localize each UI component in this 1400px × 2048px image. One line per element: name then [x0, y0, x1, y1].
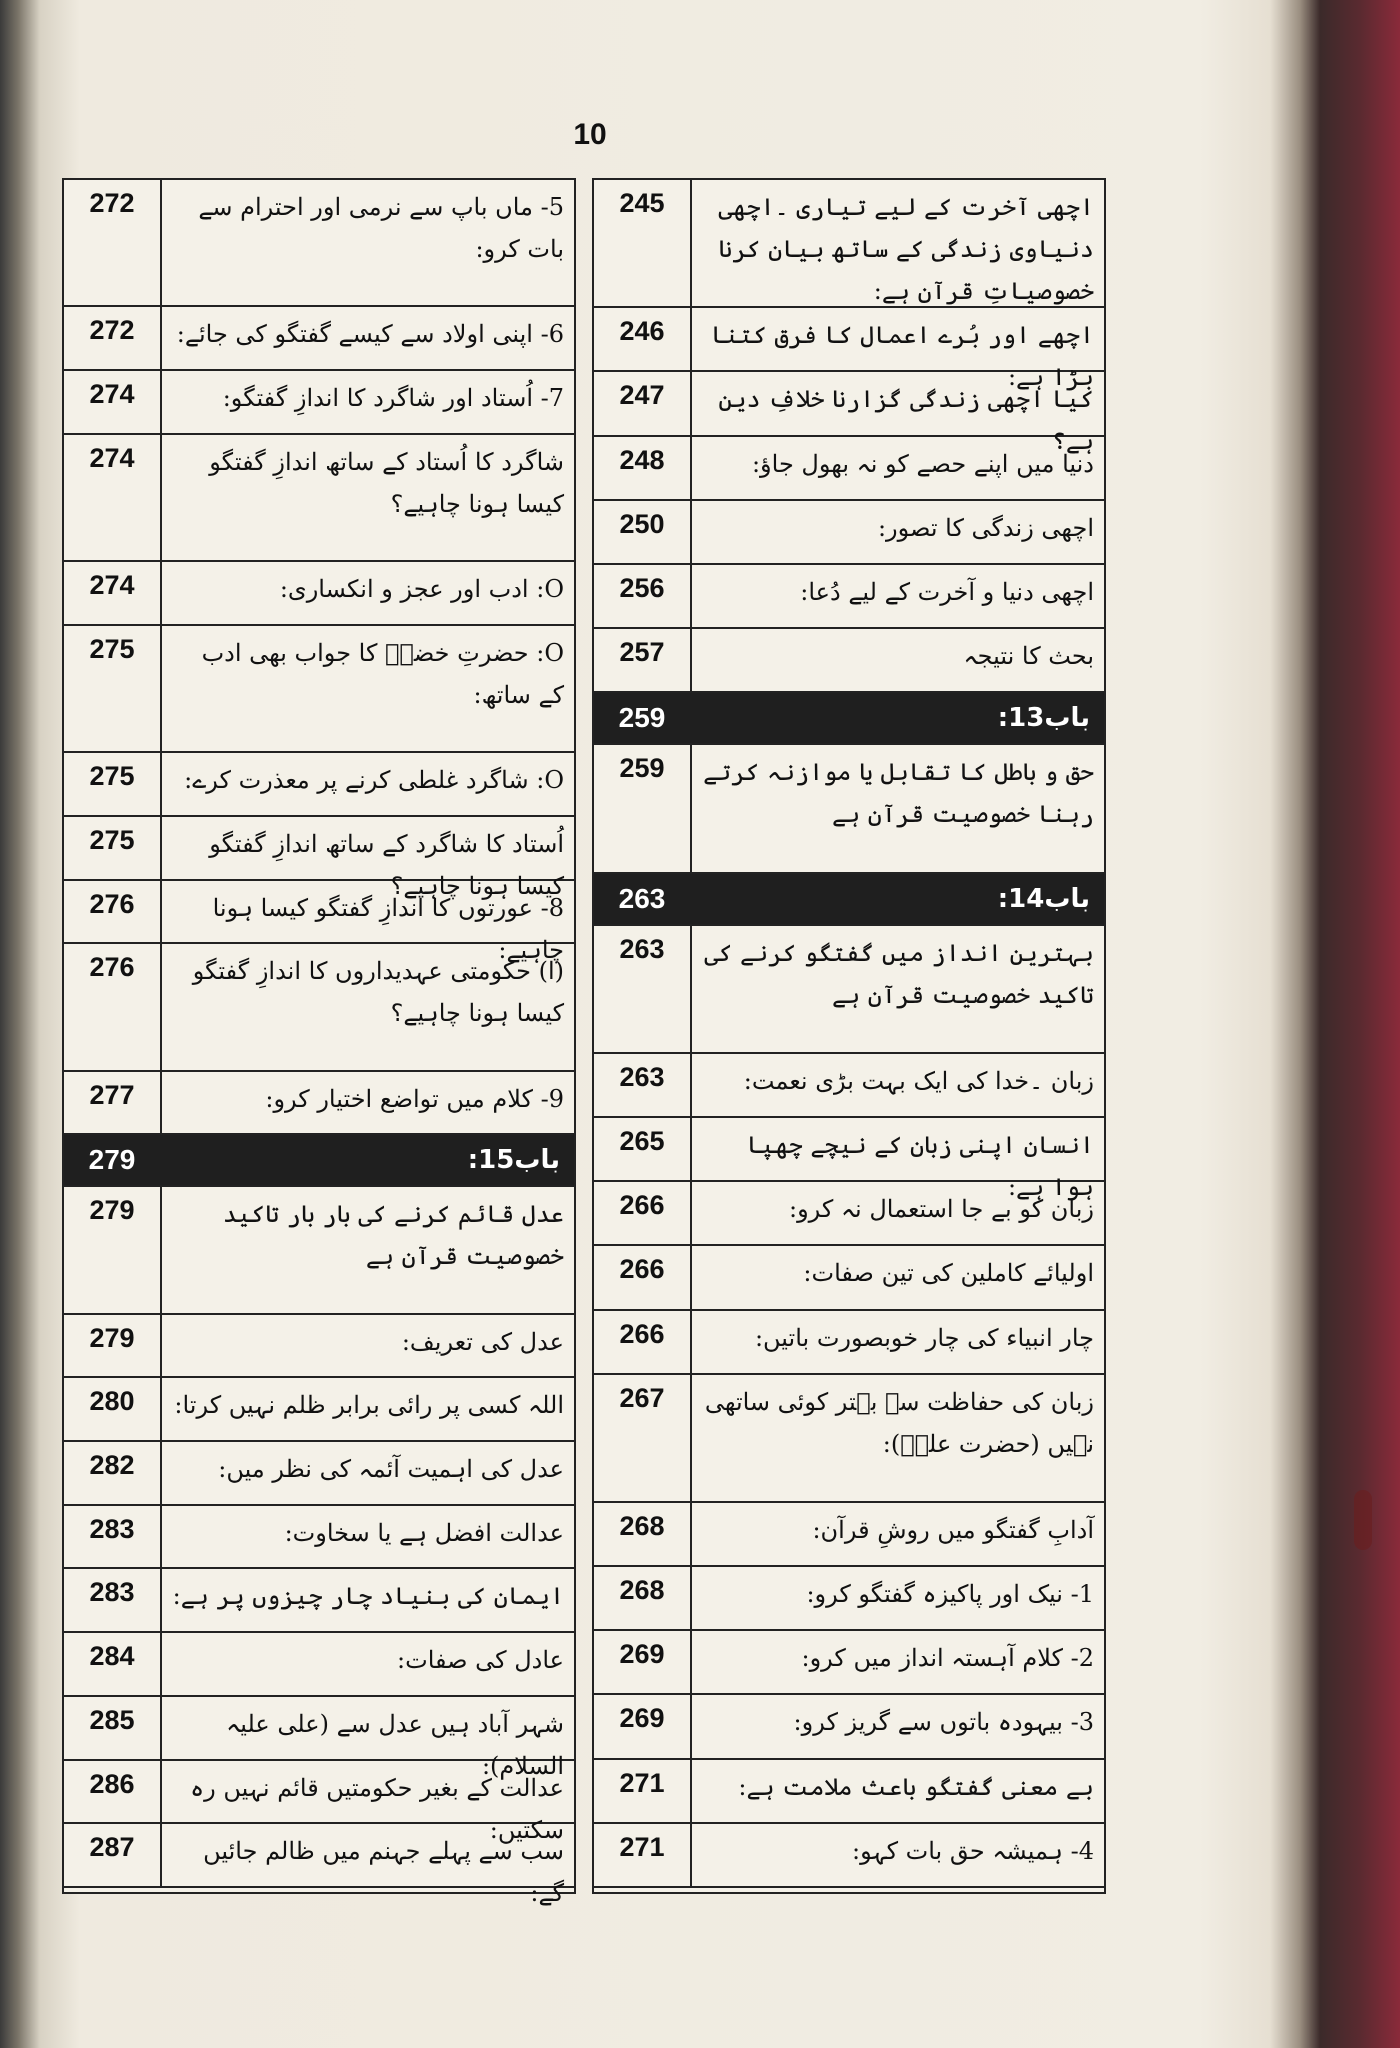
toc-entry	[64, 1506, 574, 1570]
toc-entry-page: 284	[89, 1641, 135, 1672]
toc-entry	[64, 1378, 574, 1442]
toc-entry-title: زبان کی حفاظت سے بہتر کوئی ساتھی نہیں (حضرت علیؑ):	[690, 1375, 1104, 1501]
toc-entry-title: کیا اچھی زندگی گزارنا خلافِ دین ہے؟	[690, 372, 1104, 434]
toc-entry	[64, 817, 574, 900]
toc-entry	[64, 1315, 574, 1379]
toc-entry-title: اولیائے کاملین کی تین صفات:	[690, 1246, 1104, 1308]
toc-entry	[64, 435, 574, 562]
toc-entry-page: 272	[89, 188, 135, 218]
toc-entry-title: 1- نیک اور پاکیزہ گفتگو کرو:	[690, 1567, 1104, 1629]
toc-entry-title: بہترین انداز میں گفتگو کرنے کی تاکید خصوصیت قرآن ہے	[690, 926, 1104, 1052]
toc-entry-page: 279	[89, 1322, 135, 1353]
toc-entry-title: O: حضرتِ خضرؑ کا جواب بھی ادب کے ساتھ:	[160, 626, 574, 751]
toc-entry	[64, 881, 574, 964]
toc-entry-page: 266	[619, 1254, 665, 1285]
toc-entry	[594, 926, 1104, 1054]
toc-entry-page: 274	[89, 442, 135, 473]
toc-entry-page: 267	[619, 1382, 665, 1413]
toc-entry-title: 6- اپنی اولاد سے کیسے گفتگو کی جائے:	[160, 307, 574, 369]
toc-entry-title: عدالت افضل ہے یا سخاوت:	[160, 1506, 574, 1568]
toc-entry	[64, 626, 574, 753]
toc-entry-page: 285	[89, 1704, 135, 1735]
toc-entry-title: اللہ کسی پر رائی برابر ظلم نہیں کرتا:	[160, 1378, 574, 1440]
toc-entry	[594, 629, 1104, 693]
toc-entry-page: 276	[89, 888, 135, 919]
toc-entry-title: بے معنی گفتگو باعث ملامت ہے:	[690, 1760, 1104, 1822]
toc-entry	[594, 1695, 1104, 1759]
toc-entry-title: O: ادب اور عجز و انکساری:	[160, 562, 574, 624]
chapter-heading	[594, 693, 1104, 745]
toc-entry-page: 276	[89, 952, 135, 983]
toc-entry-page: 266	[619, 1190, 665, 1221]
toc-entry	[64, 1633, 574, 1697]
toc-entry-page: 287	[89, 1832, 135, 1863]
toc-entry-page: 248	[619, 444, 665, 475]
toc-entry	[594, 1631, 1104, 1695]
toc-entry-title: 9- کلام میں تواضع اختیار کرو:	[160, 1072, 574, 1134]
toc-entry-page: 280	[89, 1386, 135, 1417]
toc-entry-page: 272	[89, 315, 135, 346]
toc-entry	[64, 562, 574, 626]
toc-entry-page: 283	[89, 1513, 135, 1544]
toc-entry	[594, 437, 1104, 501]
toc-entry	[594, 1375, 1104, 1503]
page-number: 10	[573, 118, 607, 151]
toc-entry-page: 274	[89, 570, 135, 601]
toc-entry-title: دنیا میں اپنے حصے کو نہ بھول جاؤ:	[690, 437, 1104, 499]
toc-entry-page: 274	[89, 379, 135, 410]
toc-entry	[594, 1182, 1104, 1246]
toc-entry-title: شاگرد کا اُستاد کے ساتھ اندازِ گفتگو کیسا ہونا چاہیے؟	[160, 435, 574, 560]
toc-entry-title: زبان کو بے جا استعمال نہ کرو:	[690, 1182, 1104, 1244]
toc-entry-page: 286	[89, 1768, 135, 1799]
toc-entry-title: 4- ہمیشہ حق بات کہو:	[690, 1824, 1104, 1886]
chapter-page: 263	[618, 882, 666, 914]
toc-entry-title: 8- عورتوں کا اندازِ گفتگو کیسا ہونا چاہیے:	[160, 881, 574, 943]
toc-entry-title: انسان اپنی زبان کے نیچے چھپا ہوا ہے:	[690, 1118, 1104, 1180]
chapter-title: باب15:	[467, 1145, 560, 1176]
toc-entry-title: اچھی دنیا و آخرت کے لیے دُعا:	[690, 565, 1104, 627]
toc-entry-title: اُستاد کا شاگرد کے ساتھ اندازِ گفتگو کیسا ہونا چاہیے؟	[160, 817, 574, 879]
toc-entry	[594, 745, 1104, 873]
toc-entry-page: 277	[89, 1079, 135, 1110]
toc-entry	[594, 1824, 1104, 1888]
toc-entry	[64, 1442, 574, 1506]
toc-entry-title: 7- اُستاد اور شاگرد کا اندازِ گفتگو:	[160, 371, 574, 433]
toc-entry	[594, 1503, 1104, 1567]
toc-entry-page: 269	[619, 1703, 665, 1734]
toc-entry-title: O: شاگرد غلطی کرنے پر معذرت کرے:	[160, 753, 574, 815]
toc-entry	[64, 1072, 574, 1136]
toc-entry-title: سب سے پہلے جہنم میں ظالم جائیں گے:	[160, 1824, 574, 1886]
toc-entry-page: 268	[619, 1575, 665, 1606]
toc-entry-title: زبان ۔خدا کی ایک بہت بڑی نعمت:	[690, 1054, 1104, 1116]
toc-entry-page: 250	[619, 508, 665, 539]
toc-entry-page: 283	[89, 1577, 135, 1608]
chapter-heading	[64, 1135, 574, 1187]
toc-entry-page: 269	[619, 1639, 665, 1670]
toc-entry	[64, 307, 574, 371]
toc-entry	[64, 944, 574, 1071]
toc-entry	[594, 565, 1104, 629]
toc-entry	[594, 501, 1104, 565]
toc-entry-title: بحث کا نتیجہ	[690, 629, 1104, 691]
toc-entry	[594, 180, 1104, 308]
toc-entry-title: اچھی آخرت کے لیے تیاری ۔اچھی دنیاوی زندگی کے ساتھ بیان کرنا خصوصیاتِ قرآن ہے:	[690, 180, 1104, 306]
toc-entry-title: 3- بیہودہ باتوں سے گریز کرو:	[690, 1695, 1104, 1757]
toc-entry-title: عدل قائم کرنے کی بار بار تاکید خصوصیت قرآن ہے	[160, 1187, 574, 1312]
toc-entry-title: 2- کلام آہستہ انداز میں کرو:	[690, 1631, 1104, 1693]
toc-entry-page: 268	[619, 1510, 665, 1541]
toc-entry	[594, 308, 1104, 392]
toc-entry-title: ایمان کی بنیاد چار چیزوں پر ہے:	[160, 1569, 574, 1631]
toc-entry-page: 246	[619, 316, 665, 347]
toc-entry-page: 245	[619, 188, 665, 218]
toc-entry-page: 263	[619, 1061, 665, 1092]
toc-entry-title: شہر آباد ہیں عدل سے (علی علیہ السلام):	[160, 1697, 574, 1759]
chapter-title: باب14:	[997, 883, 1090, 914]
toc-entry-page: 271	[619, 1831, 665, 1862]
chapter-title: باب13:	[997, 703, 1090, 734]
toc-entry-page: 247	[619, 380, 665, 411]
toc-entry-page: 259	[619, 753, 665, 784]
toc-entry-page: 263	[619, 933, 665, 964]
toc-entry	[64, 1187, 574, 1314]
toc-entry	[594, 372, 1104, 456]
toc-entry-title: اچھی زندگی کا تصور:	[690, 501, 1104, 563]
toc-entry-title: عدالت کے بغیر حکومتیں قائم نہیں رہ سکتیں:	[160, 1761, 574, 1823]
toc-entry-title: (ا) حکومتی عہدیداروں کا اندازِ گفتگو کیسا ہونا چاہیے؟	[160, 944, 574, 1069]
toc-entry	[64, 180, 574, 307]
toc-entry-title: عادل کی صفات:	[160, 1633, 574, 1695]
toc-entry-title: 5- ماں باپ سے نرمی اور احترام سے بات کرو:	[160, 180, 574, 305]
toc-entry	[64, 371, 574, 435]
toc-entry	[594, 1246, 1104, 1310]
toc-entry-title: عدل کی تعریف:	[160, 1315, 574, 1377]
toc-entry-page: 275	[89, 824, 135, 855]
toc-entry-title: آدابِ گفتگو میں روشِ قرآن:	[690, 1503, 1104, 1565]
toc-entry-page: 265	[619, 1126, 665, 1157]
toc-entry-page: 256	[619, 572, 665, 603]
toc-entry-page: 275	[89, 633, 135, 664]
toc-entry-page: 275	[89, 761, 135, 792]
chapter-page: 279	[88, 1144, 136, 1176]
toc-entry-page: 279	[89, 1195, 135, 1226]
toc-entry	[64, 753, 574, 817]
page-stain	[1354, 1490, 1372, 1550]
toc-entry-page: 271	[619, 1767, 665, 1798]
toc-entry	[64, 1697, 574, 1780]
toc-entry	[594, 1760, 1104, 1824]
toc-entry-title: عدل کی اہمیت آئمہ کی نظر میں:	[160, 1442, 574, 1504]
toc-entry	[594, 1054, 1104, 1118]
toc-entry	[594, 1118, 1104, 1202]
chapter-heading	[594, 874, 1104, 926]
toc-entry-title: چار انبیاء کی چار خوبصورت باتیں:	[690, 1311, 1104, 1373]
toc-entry	[64, 1761, 574, 1844]
toc-entry	[64, 1569, 574, 1633]
toc-entry-title: حق و باطل کا تقابل یا موازنہ کرتے رہنا خصوصیت قرآن ہے	[690, 745, 1104, 871]
toc-entry	[594, 1311, 1104, 1375]
toc-entry-page: 282	[89, 1450, 135, 1481]
toc-column-left	[62, 178, 576, 1908]
toc-entry	[594, 1567, 1104, 1631]
toc-entry-page: 266	[619, 1318, 665, 1349]
toc-entry-page: 257	[619, 637, 665, 668]
toc-entry-title: اچھے اور بُرے اعمال کا فرق کتنا بڑا ہے:	[690, 308, 1104, 370]
toc-entry	[64, 1824, 574, 1908]
chapter-page: 259	[618, 702, 666, 734]
toc-column-right	[592, 178, 1106, 1894]
